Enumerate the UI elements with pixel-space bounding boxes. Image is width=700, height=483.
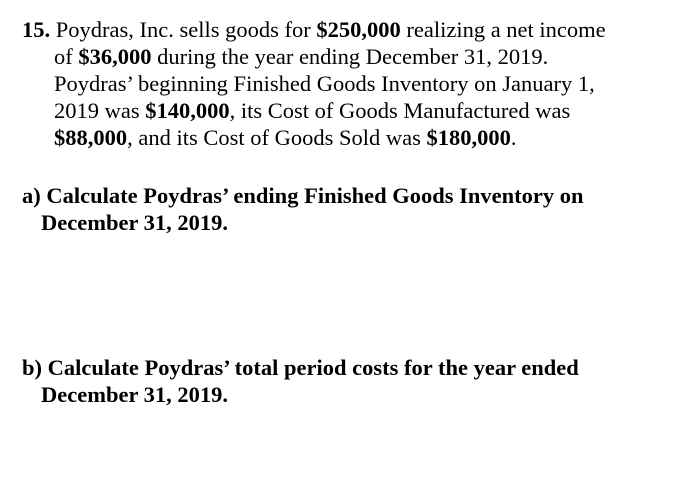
question-a <box>22 182 692 236</box>
problem-line-3 <box>22 70 692 97</box>
problem-text: during the year ending December 31, 2019. <box>151 44 549 69</box>
cogs-amount: $180,000 <box>426 125 511 150</box>
problem-line-2 <box>22 43 692 70</box>
cogm-amount: $88,000 <box>54 125 128 150</box>
question-b <box>22 354 692 408</box>
question-b-line-1: b) Calculate Poydras’ total period costs for the year ended <box>22 355 579 380</box>
net-income-amount: $36,000 <box>78 44 152 69</box>
problem-text: , and its Cost of Goods Sold was <box>127 125 427 150</box>
problem-line-1 <box>22 16 692 43</box>
problem-text: realizing a net income <box>400 17 606 42</box>
sales-amount: $250,000 <box>316 17 401 42</box>
problem-text: . <box>510 125 517 150</box>
problem-number: 15. <box>22 17 51 42</box>
problem-line-4 <box>22 97 692 124</box>
problem-statement <box>22 16 692 151</box>
beginning-inventory-amount: $140,000 <box>145 98 230 123</box>
problem-text: Poydras’ beginning Finished Goods Inventory on January 1, <box>54 71 595 96</box>
problem-line-5 <box>22 124 692 151</box>
problem-text: of <box>54 44 79 69</box>
problem-text: Poydras, Inc. sells goods for <box>50 17 317 42</box>
question-b-line-2: December 31, 2019. <box>41 382 229 407</box>
question-a-line-1: a) Calculate Poydras’ ending Finished Goods Inventory on <box>22 183 584 208</box>
problem-text: , its Cost of Goods Manufactured was <box>229 98 571 123</box>
problem-text: 2019 was <box>54 98 146 123</box>
question-a-line-2: December 31, 2019. <box>41 210 229 235</box>
